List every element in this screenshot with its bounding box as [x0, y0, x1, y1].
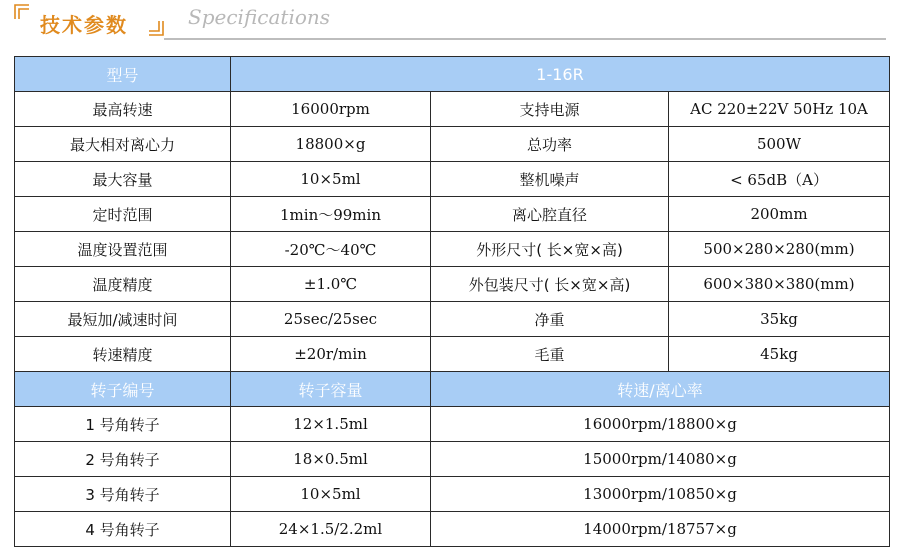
header-divider — [164, 38, 886, 40]
spec-key: 最大相对离心力 — [15, 127, 231, 162]
model-row — [15, 57, 890, 92]
spec-key: 离心腔直径 — [431, 197, 669, 232]
rotor-header-speed: 转速/离心率 — [431, 372, 890, 407]
spec-key: 外形尺寸( 长×宽×高) — [431, 232, 669, 267]
spec-key: 最高转速 — [15, 92, 231, 127]
spec-row — [15, 302, 890, 337]
section-subtitle: Specifications — [188, 5, 331, 29]
spec-row — [15, 267, 890, 302]
spec-key: 支持电源 — [431, 92, 669, 127]
spec-value: 500×280×280(mm) — [669, 232, 890, 267]
spec-key: 温度设置范围 — [15, 232, 231, 267]
rotor-capacity: 18×0.5ml — [231, 442, 431, 477]
spec-row — [15, 127, 890, 162]
spec-table — [14, 56, 890, 547]
spec-row — [15, 337, 890, 372]
spec-value: 200mm — [669, 197, 890, 232]
spec-value: 1min～99min — [231, 197, 431, 232]
spec-key: 温度精度 — [15, 267, 231, 302]
rotor-header-capacity: 转子容量 — [231, 372, 431, 407]
rotor-capacity: 12×1.5ml — [231, 407, 431, 442]
corner-ornament-icon — [148, 20, 164, 36]
spec-value: 500W — [669, 127, 890, 162]
rotor-row — [15, 512, 890, 547]
rotor-speed: 16000rpm/18800×g — [431, 407, 890, 442]
spec-value: 10×5ml — [231, 162, 431, 197]
spec-row — [15, 92, 890, 127]
rotor-header-id: 转子编号 — [15, 372, 231, 407]
section-title: 技术参数 — [40, 13, 128, 37]
spec-value: ±20r/min — [231, 337, 431, 372]
spec-key: 净重 — [431, 302, 669, 337]
spec-value: -20℃～40℃ — [231, 232, 431, 267]
spec-value: < 65dB（A） — [669, 162, 890, 197]
rotor-row — [15, 407, 890, 442]
spec-row — [15, 197, 890, 232]
spec-key: 整机噪声 — [431, 162, 669, 197]
spec-value: ±1.0℃ — [231, 267, 431, 302]
model-label: 型号 — [15, 57, 231, 92]
spec-key: 最大容量 — [15, 162, 231, 197]
spec-value: 45kg — [669, 337, 890, 372]
rotor-row — [15, 477, 890, 512]
spec-value: 600×380×380(mm) — [669, 267, 890, 302]
spec-key: 总功率 — [431, 127, 669, 162]
rotor-row — [15, 442, 890, 477]
spec-row — [15, 232, 890, 267]
spec-key: 毛重 — [431, 337, 669, 372]
rotor-id: 2 号角转子 — [15, 442, 231, 477]
rotor-id: 1 号角转子 — [15, 407, 231, 442]
rotor-header-row — [15, 372, 890, 407]
spec-key: 外包装尺寸( 长×宽×高) — [431, 267, 669, 302]
rotor-id: 3 号角转子 — [15, 477, 231, 512]
spec-value: 25sec/25sec — [231, 302, 431, 337]
rotor-id: 4 号角转子 — [15, 512, 231, 547]
title-frame — [14, 4, 164, 36]
spec-key: 转速精度 — [15, 337, 231, 372]
spec-value: 18800×g — [231, 127, 431, 162]
rotor-speed: 14000rpm/18757×g — [431, 512, 890, 547]
rotor-capacity: 24×1.5/2.2ml — [231, 512, 431, 547]
rotor-speed: 15000rpm/14080×g — [431, 442, 890, 477]
spec-key: 最短加/减速时间 — [15, 302, 231, 337]
corner-ornament-icon — [14, 4, 30, 20]
spec-value: 16000rpm — [231, 92, 431, 127]
section-header — [0, 0, 900, 48]
spec-key: 定时范围 — [15, 197, 231, 232]
spec-row — [15, 162, 890, 197]
rotor-speed: 13000rpm/10850×g — [431, 477, 890, 512]
spec-value: 35kg — [669, 302, 890, 337]
spec-value: AC 220±22V 50Hz 10A — [669, 92, 890, 127]
rotor-capacity: 10×5ml — [231, 477, 431, 512]
model-value: 1-16R — [231, 57, 890, 92]
